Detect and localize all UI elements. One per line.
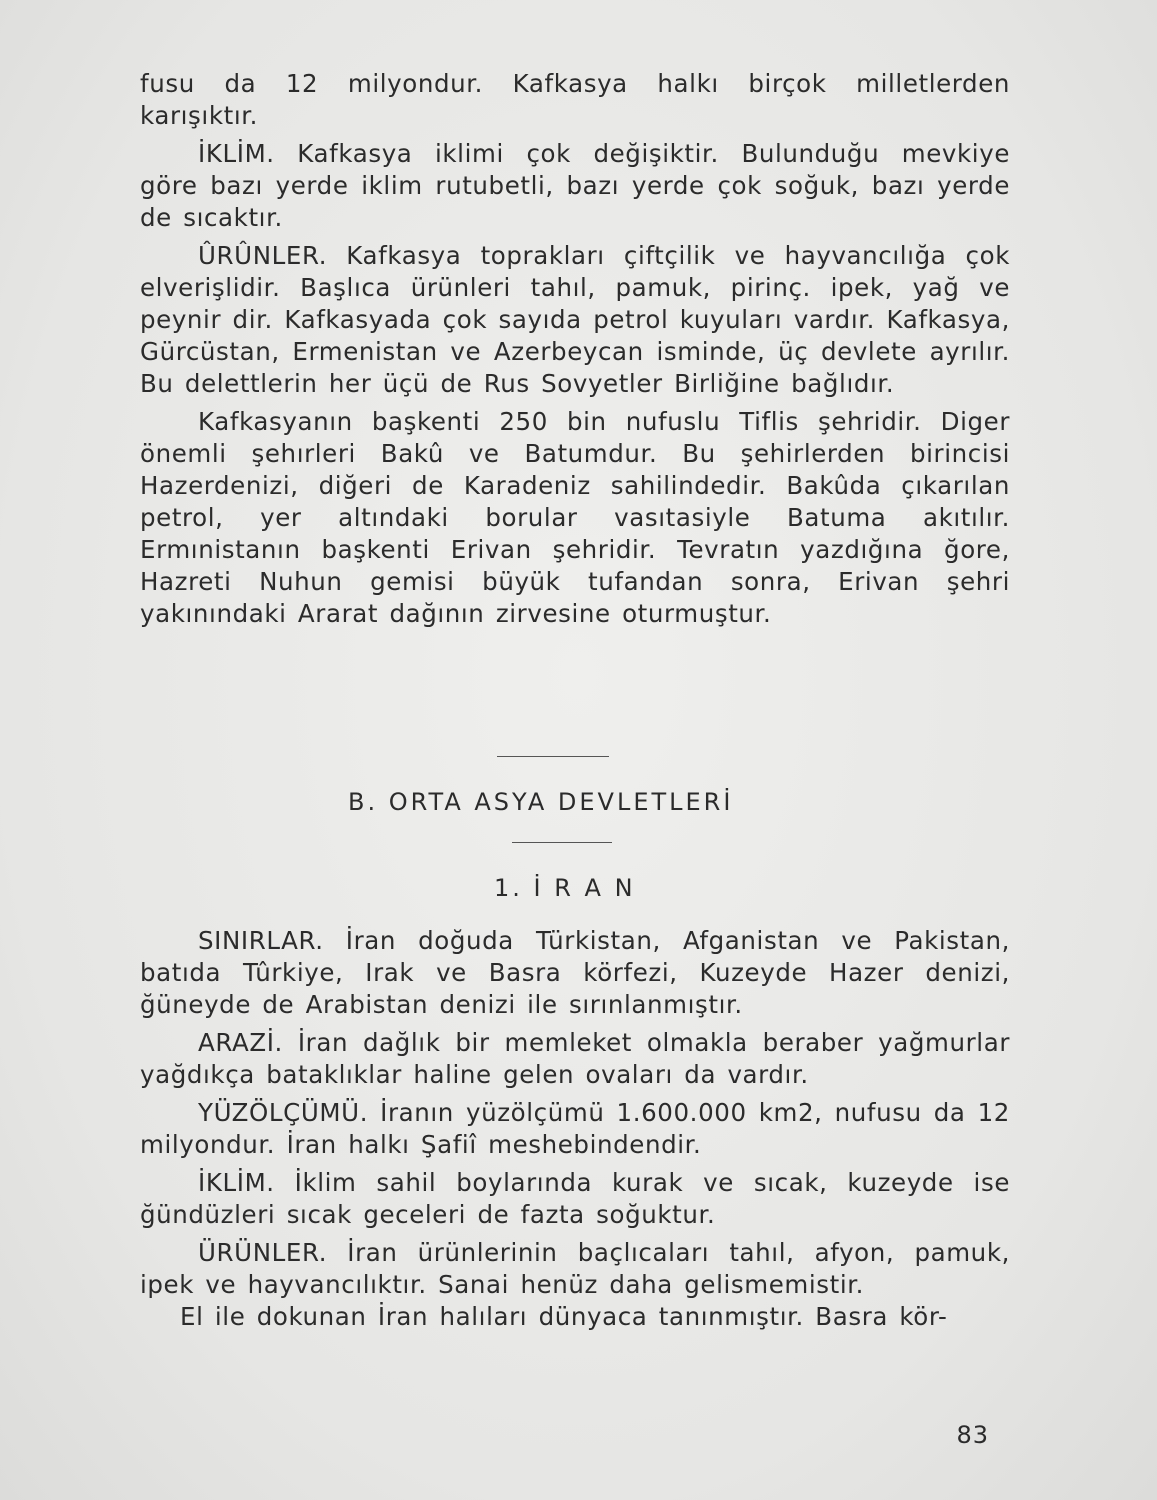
paragraph-area: YÜZÖLÇÜMÜ. İranın yüzölçümü 1.600.000 km2, nufusu da 12 milyondur. İran halkı Şafiî meshebindendir. <box>140 1098 1010 1159</box>
text-block-iran <box>140 925 1010 1333</box>
paragraph-capital: Kafkasyanın başkenti 250 bin nufuslu Tiflis şehridir. Diger önemli şehırleri Bakû ve Batumdur. Bu şehirlerden birincisi Hazerdenizi, diğeri de Karadeniz sahilindedir. Bakûda çıkarılan petrol, yer altındaki borular vasıtasiyle Batuma akıtılır. Ermınistanın başkenti Erivan şehridir. Tevratın yazdığına ğore, Hazreti Nuhun gemisi büyük tufandan sonra, Erivan şehri yakınındaki Ararat dağının zirvesine oturmuştur. <box>140 407 1010 628</box>
subsection-title: 1. İ R A N <box>494 874 636 902</box>
paragraph-terrain: ARAZİ. İran dağlık bir memleket olmakla beraber yağmurlar yağdıkça bataklıklar haline gelen ovaları da vardır. <box>140 1028 1010 1089</box>
divider-rule-bottom <box>512 842 612 843</box>
page-number: 83 <box>956 1421 989 1449</box>
paragraph-borders: SINIRLAR. İran doğuda Türkistan, Afganistan ve Pakistan, batıda Tûrkiye, Irak ve Basra körfezi, Kuzeyde Hazer denizi, ğüneyde de Arabistan denizi ile sırınlanmıştır. <box>140 926 1010 1019</box>
text-block-caucasus <box>140 68 1010 630</box>
divider-rule-top <box>497 756 609 757</box>
paragraph-population: fusu da 12 milyondur. Kafkasya halkı birçok milletlerden karışıktır. <box>140 69 1010 130</box>
paragraph-carpets: El ile dokunan İran halıları dünyaca tanınmıştır. Basra kör- <box>180 1302 948 1331</box>
paragraph-iran-products: ÜRÜNLER. İran ürünlerinin baçlıcaları tahıl, afyon, pamuk, ipek ve hayvancılıktır. Sanai henüz daha gelismemistir. <box>140 1238 1010 1299</box>
paragraph-iran-climate: İKLİM. İklim sahil boylarında kurak ve sıcak, kuzeyde ise ğündüzleri sıcak geceleri de fazta soğuktur. <box>140 1168 1010 1229</box>
paragraph-products: ÛRÛNLER. Kafkasya toprakları çiftçilik ve hayvancılığa çok elverişlidir. Başlıca ürünleri tahıl, pamuk, pirinç. ipek, yağ ve peynir dir. Kafkasyada çok sayıda petrol kuyuları vardır. Kafkasya, Gürcüstan, Ermenistan ve Azerbeycan isminde, üç devlete ayrılır. Bu delettlerin her üçü de Rus Sovyetler Birliğine bağlıdır. <box>140 241 1010 398</box>
section-title: B. ORTA ASYA DEVLETLERİ <box>348 788 734 816</box>
paragraph-climate: İKLİM. Kafkasya iklimi çok değişiktir. Bulunduğu mevkiye göre bazı yerde iklim rutubetli, bazı yerde çok soğuk, bazı yerde de sıcaktır. <box>140 139 1010 232</box>
